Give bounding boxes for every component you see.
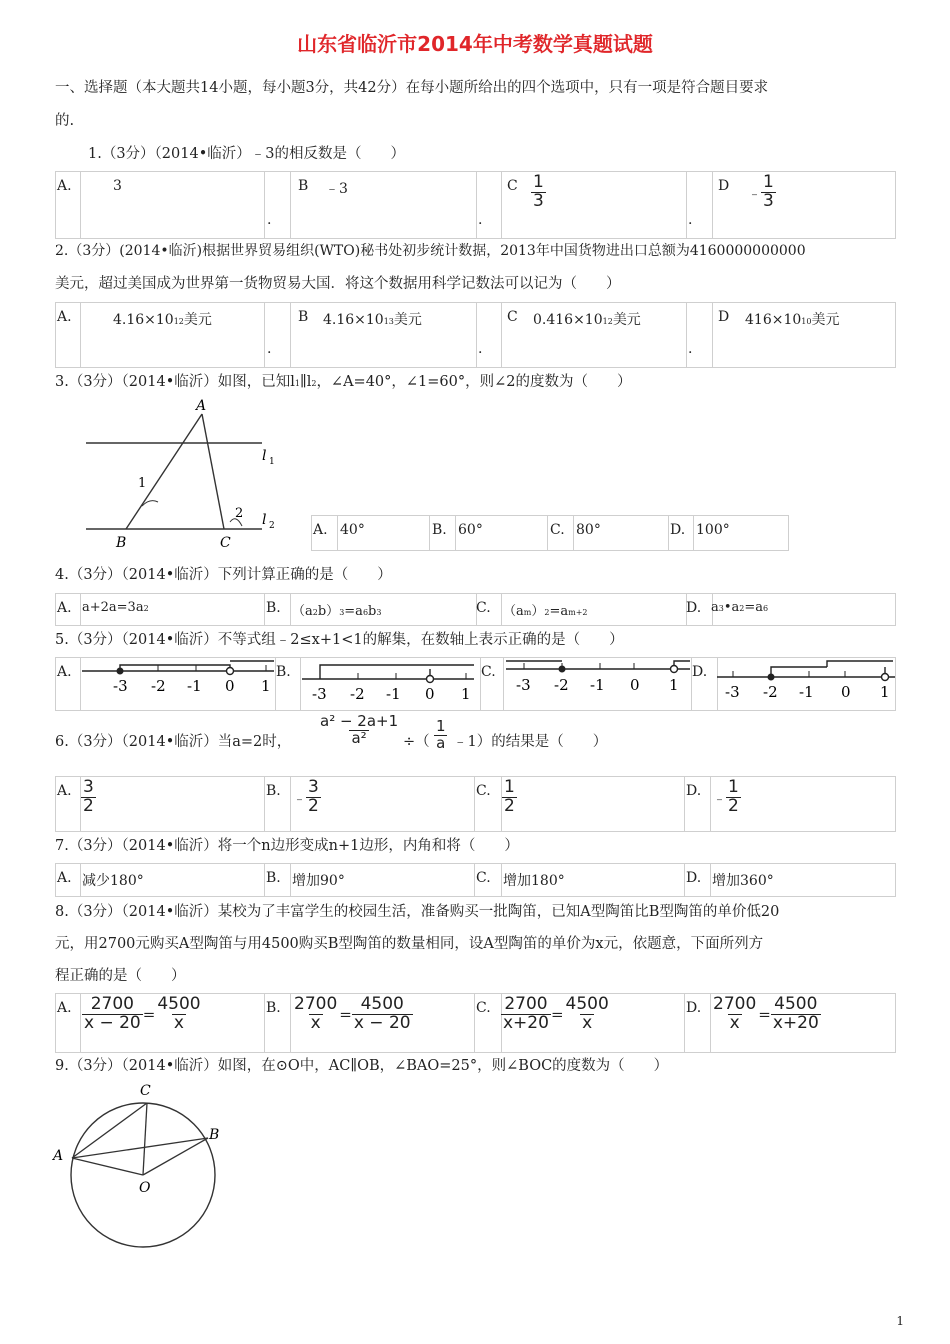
q6-option-a-letter[interactable]: A. bbox=[57, 783, 72, 799]
q4-option-b-letter[interactable]: B. bbox=[266, 600, 281, 616]
svg-text:0: 0 bbox=[225, 677, 235, 695]
q6-stem: 6.（3分）（2014•临沂）当a=2时， bbox=[55, 734, 292, 750]
q4-stem: 4.（3分）（2014•临沂）下列计算正确的是（ ） bbox=[55, 567, 392, 583]
q1-option-d-letter[interactable]: D bbox=[718, 178, 730, 194]
q6-option-b-letter[interactable]: B. bbox=[266, 783, 281, 799]
q6-option-d-fraction[interactable]: ﹣ $\frac{1}{2}$ bbox=[713, 777, 739, 816]
q4-option-d-text[interactable]: a3•a2=a6 bbox=[711, 600, 769, 615]
svg-text:-3: -3 bbox=[113, 677, 128, 695]
q3-option-b-text[interactable]: 60° bbox=[458, 522, 483, 538]
q4-option-c-letter[interactable]: C. bbox=[476, 600, 491, 616]
svg-text:0: 0 bbox=[425, 685, 435, 703]
q3-label-l1: l bbox=[262, 448, 267, 464]
section-intro-line2: 的. bbox=[55, 113, 75, 129]
q4-options bbox=[55, 593, 896, 626]
q7-option-a-letter[interactable]: A. bbox=[57, 870, 72, 886]
q3-label-a: A bbox=[196, 398, 207, 414]
q6-option-c-fraction[interactable]: $\frac{1}{2}$ bbox=[504, 777, 515, 816]
q2-option-c-text[interactable]: 0.416×1012美元 bbox=[533, 312, 641, 328]
svg-text:-3: -3 bbox=[725, 683, 740, 701]
svg-text:-1: -1 bbox=[386, 685, 401, 703]
q7-option-c-text[interactable]: 增加180° bbox=[503, 873, 565, 889]
q3-option-b-letter[interactable]: B. bbox=[432, 522, 447, 538]
q8-option-c-equation[interactable]: $\frac{2700}{x+20}$ = $\frac{4500}{x}$ bbox=[503, 994, 609, 1033]
q5-option-a-letter[interactable]: A. bbox=[57, 664, 72, 680]
svg-text:0: 0 bbox=[630, 676, 640, 694]
q8-options bbox=[55, 993, 896, 1053]
q9-circle-figure bbox=[50, 1076, 240, 1251]
q3-label-angle1: 1 bbox=[138, 476, 147, 491]
q4-option-d-letter[interactable]: D. bbox=[686, 600, 702, 616]
q1-option-a-letter[interactable]: A. bbox=[57, 178, 72, 194]
q3-stem: 3.（3分）（2014•临沂）如图，已知l1∥l2，∠A=40°，∠1=60°，则∠2的度数为（ ） bbox=[55, 374, 632, 390]
q1-option-b-letter[interactable]: B bbox=[298, 178, 309, 194]
q2-option-d-letter[interactable]: D bbox=[718, 309, 730, 325]
q4-option-c-text[interactable]: （am）2=am+2 bbox=[503, 604, 588, 619]
q3-option-a-letter[interactable]: A. bbox=[313, 522, 328, 538]
page-title: 山东省临沂市2014年中考数学真题试题 bbox=[297, 32, 653, 56]
q4-option-b-text[interactable]: （a2b）3=a6b3 bbox=[292, 604, 382, 619]
q2-option-c-letter[interactable]: C bbox=[507, 309, 518, 325]
q9-label-b: B bbox=[209, 1127, 220, 1143]
q5-option-d-letter[interactable]: D. bbox=[692, 664, 708, 680]
q3-option-d-text[interactable]: 100° bbox=[696, 522, 730, 538]
q1-option-c-letter[interactable]: C bbox=[507, 178, 518, 194]
q6-divide: ÷（ bbox=[403, 734, 430, 750]
q3-option-c-text[interactable]: 80° bbox=[576, 522, 601, 538]
q8-option-a-letter[interactable]: A. bbox=[57, 1000, 72, 1016]
q5-option-b-letter[interactable]: B. bbox=[276, 664, 291, 680]
q3-option-d-letter[interactable]: D. bbox=[670, 522, 686, 538]
q3-option-a-text[interactable]: 40° bbox=[340, 522, 365, 538]
svg-text:-1: -1 bbox=[799, 683, 814, 701]
q3-options bbox=[311, 515, 789, 551]
svg-text:0: 0 bbox=[841, 683, 851, 701]
q1-options: A. 3 . B ﹣3 . C $\frac{1}{3}$ . D ﹣ $\frac{1}{3}$ bbox=[55, 171, 896, 239]
svg-text:-3: -3 bbox=[516, 676, 531, 694]
q7-option-d-text[interactable]: 增加360° bbox=[712, 873, 774, 889]
q3-label-b: B bbox=[116, 535, 127, 551]
svg-text:1: 1 bbox=[461, 685, 471, 703]
q2-stem-line2: 美元，超过美国成为世界第一货物贸易大国．将这个数据用科学记数法可以记为（ ） bbox=[55, 276, 621, 292]
q2-option-d-text[interactable]: 416×1010美元 bbox=[745, 312, 840, 328]
q6-option-c-letter[interactable]: C. bbox=[476, 783, 491, 799]
q4-option-a-text[interactable]: a+2a=3a2 bbox=[82, 600, 149, 615]
q7-stem: 7.（3分）（2014•临沂）将一个n边形变成n+1边形，内角和将（ ） bbox=[55, 838, 519, 854]
q8-option-b-equation[interactable]: $\frac{2700}{x}$ = $\frac{4500}{x - 20}$ bbox=[294, 994, 411, 1033]
q8-option-b-letter[interactable]: B. bbox=[266, 1000, 281, 1016]
q9-label-o: O bbox=[139, 1180, 151, 1196]
page-number: 1 bbox=[896, 1314, 904, 1328]
q5-numberline-b[interactable] bbox=[302, 657, 478, 709]
svg-text:-2: -2 bbox=[350, 685, 365, 703]
svg-text:-1: -1 bbox=[590, 676, 605, 694]
q1-option-c-fraction[interactable]: $\frac{1}{3}$ bbox=[533, 172, 544, 211]
q5-numberline-c[interactable] bbox=[506, 657, 692, 709]
q4-option-a-letter[interactable]: A. bbox=[57, 600, 72, 616]
q8-option-d-letter[interactable]: D. bbox=[686, 1000, 702, 1016]
q8-stem-line2: 元，用2700元购买A型陶笛与用4500购买B型陶笛的数量相同，设A型陶笛的单价为x元，依题意，下面所列方 bbox=[55, 936, 764, 952]
q7-options bbox=[55, 863, 896, 897]
q7-option-c-letter[interactable]: C. bbox=[476, 870, 491, 886]
q2-option-b-letter[interactable]: B bbox=[298, 309, 309, 325]
q9-label-c: C bbox=[140, 1083, 151, 1099]
q8-option-a-equation[interactable]: $\frac{2700}{x - 20}$ = $\frac{4500}{x}$ bbox=[84, 994, 201, 1033]
q3-triangle-figure bbox=[80, 394, 290, 554]
q3-label-angle2: 2 bbox=[235, 506, 244, 521]
q1-option-d-fraction[interactable]: ﹣ $\frac{1}{3}$ bbox=[748, 172, 774, 211]
q5-stem: 5.（3分）（2014•临沂）不等式组﹣2≤x+1<1的解集，在数轴上表示正确的是（ ） bbox=[55, 632, 624, 648]
q9-label-a: A bbox=[53, 1148, 64, 1164]
q3-label-l2-sub: 2 bbox=[269, 521, 275, 531]
q7-option-d-letter[interactable]: D. bbox=[686, 870, 702, 886]
q6-option-a-fraction[interactable]: $\frac{3}{2}$ bbox=[83, 777, 94, 816]
q7-option-a-text[interactable]: 减少180° bbox=[82, 873, 144, 889]
svg-text:-2: -2 bbox=[151, 677, 166, 695]
svg-text:-2: -2 bbox=[554, 676, 569, 694]
q2-option-a-text[interactable]: 4.16×1012美元 bbox=[113, 312, 212, 328]
svg-text:1: 1 bbox=[261, 677, 271, 695]
q9-stem: 9.（3分）（2014•临沂）如图，在⊙O中，AC∥OB，∠BAO=25°，则∠BOC的度数为（ ） bbox=[55, 1058, 669, 1074]
q7-option-b-letter[interactable]: B. bbox=[266, 870, 281, 886]
q1-option-b-text[interactable]: ﹣3 bbox=[325, 181, 348, 197]
q3-label-l2: l bbox=[262, 512, 267, 528]
q6-option-b-fraction[interactable]: ﹣ $\frac{3}{2}$ bbox=[293, 777, 319, 816]
q5-numberline-d[interactable] bbox=[717, 657, 895, 709]
q5-numberline-a[interactable] bbox=[82, 657, 278, 709]
q6-option-d-letter[interactable]: D. bbox=[686, 783, 702, 799]
section-intro-line1: 一、选择题（本大题共14小题，每小题3分，共42分）在每小题所给出的四个选项中，只有一项是符合题目要求 bbox=[55, 80, 769, 96]
q2-options: A. 4.16×1012美元 . B 4.16×1013美元 . C 0.416×1012美元 . D 416×1010美元 bbox=[55, 302, 896, 368]
q8-stem-line3: 程正确的是（ ） bbox=[55, 968, 186, 984]
svg-text:1: 1 bbox=[880, 683, 890, 701]
svg-text:-2: -2 bbox=[763, 683, 778, 701]
q1-option-a-text[interactable]: 3 bbox=[113, 178, 122, 194]
q6-stem-end: ﹣1）的结果是（ ） bbox=[453, 734, 608, 750]
q2-option-a-letter[interactable]: A. bbox=[57, 309, 72, 325]
q7-option-b-text[interactable]: 增加90° bbox=[292, 873, 345, 889]
q8-stem-line1: 8.（3分）（2014•临沂）某校为了丰富学生的校园生活，准备购买一批陶笛，已知A型陶笛比B型陶笛的单价低20 bbox=[55, 904, 780, 920]
q3-label-c: C bbox=[220, 535, 231, 551]
q3-option-c-letter[interactable]: C. bbox=[550, 522, 565, 538]
svg-text:-1: -1 bbox=[187, 677, 202, 695]
q6-fraction-2: $\frac{1}{a}$ bbox=[436, 717, 446, 752]
q1-stem: 1.（3分）（2014•临沂）﹣3的相反数是（ ） bbox=[88, 146, 405, 162]
q8-option-d-equation[interactable]: $\frac{2700}{x}$ = $\frac{4500}{x+20}$ bbox=[713, 994, 819, 1033]
q2-option-b-text[interactable]: 4.16×1013美元 bbox=[323, 312, 422, 328]
q2-stem-line1: 2.（3分）(2014•临沂)根据世界贸易组织(WTO)秘书处初步统计数据，2013年中国货物进出口总额为4160000000000 bbox=[55, 243, 806, 259]
svg-text:1: 1 bbox=[669, 676, 679, 694]
q3-label-l1-sub: 1 bbox=[269, 457, 275, 467]
q5-option-c-letter[interactable]: C. bbox=[481, 664, 496, 680]
q6-fraction-1: $\frac{\text{a² − 2a+1}}{\text{a²}}$ bbox=[320, 712, 399, 747]
q8-option-c-letter[interactable]: C. bbox=[476, 1000, 491, 1016]
q6-options bbox=[55, 776, 896, 832]
svg-text:-3: -3 bbox=[312, 685, 327, 703]
